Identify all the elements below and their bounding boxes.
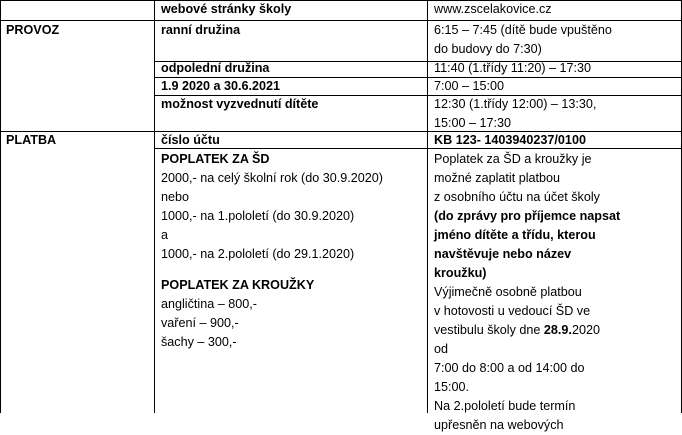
ucet-label: číslo účtu xyxy=(161,133,220,147)
obdobi-label: 1.9 2020 a 30.6.2021 xyxy=(161,79,281,93)
obdobi-value: 7:00 – 15:00 xyxy=(434,79,505,93)
vyzvednuti-label: možnost vyzvednutí dítěte xyxy=(161,97,319,111)
section-provoz: PROVOZ xyxy=(6,23,60,37)
ranni-label: ranní družina xyxy=(161,23,241,37)
table-border xyxy=(0,0,1,413)
table-border xyxy=(0,0,682,1)
platba-info: Poplatek za ŠD a kroužky je možné zaplatit platbou z osobního účtu na účet školy (do zprávy pro příjemce napsat jméno dítěte a třídu, kterou navštěvuje nebo název kroužku) Výjimečně osobně platbou v hotovosti u vedoucí ŠD ve vestibulu školy dne 28.9.2020 od 7:00 do 8:00 a od 14:00 do 15:00. Na 2.pololetí bude termín upřesněn na webových xyxy=(434,152,621,432)
ranni-value: 6:15 – 7:45 (dítě bude vpuštěno do budovy do 7:30) xyxy=(434,23,612,56)
section-platba: PLATBA xyxy=(6,133,57,147)
table-border xyxy=(154,148,682,149)
poplatek-sd-heading: POPLATEK ZA ŠD xyxy=(161,152,270,166)
poplatek-sd: POPLATEK ZA ŠD 2000,- na celý školní rok (do 30.9.2020) nebo 1000,- na 1.pololetí (do 30.9.2020) a 1000,- na 2.pololetí (do 29.1.2020) xyxy=(161,152,383,261)
web-value[interactable]: www.zscelakovice.cz xyxy=(434,2,552,16)
payment-date-line: vestibulu školy dne 28.9.2020 xyxy=(434,323,600,337)
table-border xyxy=(154,0,155,413)
poplatek-krouzky: POPLATEK ZA KROUŽKY angličtina – 800,- vaření – 900,- šachy – 300,- xyxy=(161,278,315,349)
table-border xyxy=(427,0,428,413)
poplatek-krouzky-heading: POPLATEK ZA KROUŽKY xyxy=(161,278,315,292)
ucet-value: KB 123- 1403940237/0100 xyxy=(434,133,586,147)
odpoledni-label: odpolední družina xyxy=(161,61,270,75)
odpoledni-value: 11:40 (1.třídy 11:20) – 17:30 xyxy=(434,61,592,75)
vyzvednuti-value: 12:30 (1.třídy 12:00) – 13:30, 15:00 – 17:30 xyxy=(434,97,597,130)
web-label: webové stránky školy xyxy=(161,2,292,16)
